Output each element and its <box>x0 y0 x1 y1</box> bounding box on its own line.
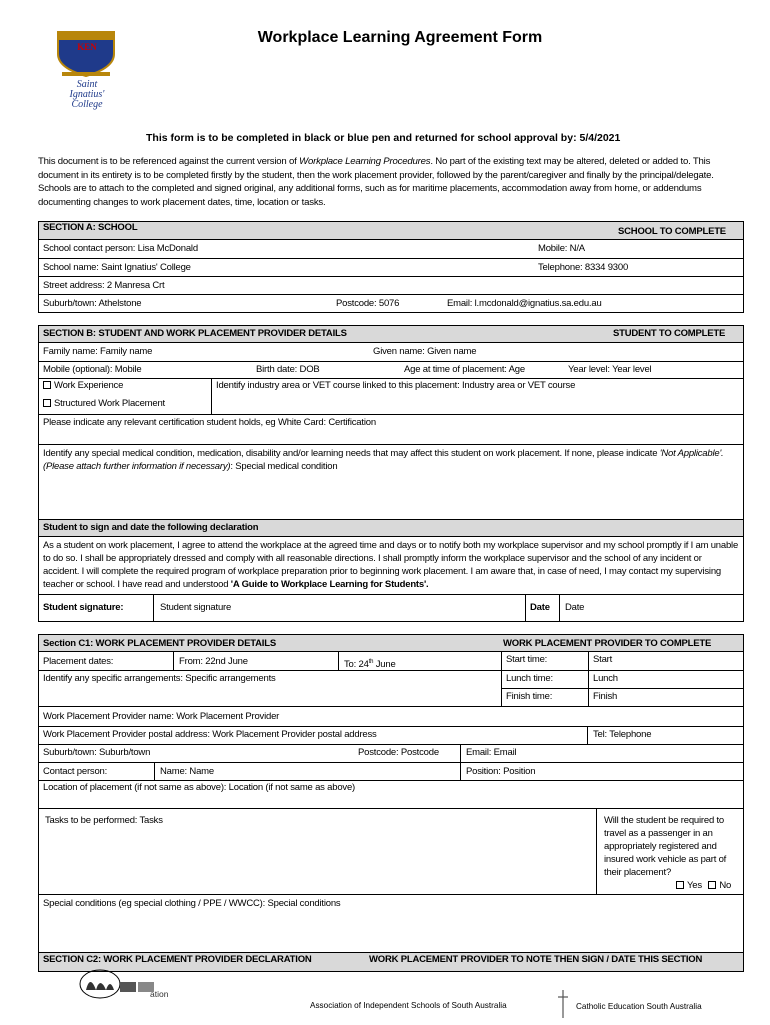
finish-time-field[interactable]: Finish <box>593 691 618 702</box>
divider <box>38 258 744 259</box>
checkbox-icon[interactable] <box>43 399 51 407</box>
placement-to-month: June <box>373 659 396 671</box>
divider <box>154 762 155 780</box>
school-telephone[interactable]: Telephone: 8334 9300 <box>538 262 629 273</box>
school-logo <box>50 28 124 114</box>
footer-right-text: Catholic Education South Australia <box>576 1002 702 1011</box>
checkbox-icon[interactable] <box>43 381 51 389</box>
student-signature-field[interactable]: Student signature <box>160 602 232 613</box>
provider-postcode-field[interactable]: Postcode: Postcode <box>358 747 439 758</box>
lunch-time-label: Lunch time: <box>506 673 553 684</box>
divider <box>38 361 744 362</box>
medical-condition-field[interactable] <box>43 448 739 473</box>
student-date-field[interactable]: Date <box>565 602 585 613</box>
lunch-time-field[interactable]: Lunch <box>593 673 618 684</box>
divider <box>38 726 744 727</box>
divider <box>525 594 526 622</box>
placement-to-text: To: 24 <box>344 659 369 671</box>
mobile-field[interactable]: Mobile (optional): Mobile <box>43 364 142 375</box>
section-c1-title: Section C1: WORK PLACEMENT PROVIDER DETAILS <box>43 638 276 649</box>
provider-name-field[interactable]: Work Placement Provider name: Work Placement Provider <box>43 711 280 722</box>
provider-email-field[interactable]: Email: Email <box>466 747 517 758</box>
medical-text-italic: 'Not Applicable'. (Please attach further information if necessary) <box>43 448 724 472</box>
start-time-field[interactable]: Start <box>593 654 613 665</box>
divider <box>501 652 502 706</box>
start-time-label: Start time: <box>506 654 548 665</box>
student-signature-label: Student signature: <box>43 602 124 613</box>
intro-text-b: . No part of the existing text may be altered, deleted or added to. This document in its entirety is to be completed firstly by the student, then the work placement provider, followed by the parent/caregiver and finally by the principal/delegate. Schools are to attach to the completed and signed original, any additional forms, such as for maritime placements, accommodation away from home, or addendums documenting changes to work placement dates, time, location or tasks. <box>38 156 714 208</box>
section-b-title: SECTION B: STUDENT AND WORK PLACEMENT PROVIDER DETAILS <box>43 328 347 339</box>
yes-checkbox[interactable] <box>676 881 684 889</box>
school-mobile[interactable]: Mobile: N/A <box>538 243 585 254</box>
divider <box>38 444 744 445</box>
declaration-text <box>43 539 739 591</box>
divider <box>38 894 744 895</box>
school-contact-person[interactable]: School contact person: Lisa McDonald <box>43 243 198 254</box>
industry-field[interactable]: Identify industry area or VET course linked to this placement: Industry area or VET course <box>216 380 576 391</box>
section-a-title: SECTION A: SCHOOL <box>43 222 138 233</box>
divider <box>38 414 744 415</box>
intro-paragraph <box>38 155 738 209</box>
provider-suburb-field[interactable]: Suburb/town: Suburb/town <box>43 747 151 758</box>
logo-text-2: Ignatius' <box>69 89 105 100</box>
certification-field[interactable]: Please indicate any relevant certification student holds, eg White Card: Certification <box>43 417 376 428</box>
divider <box>38 762 744 763</box>
placement-to-field[interactable] <box>344 656 396 671</box>
section-a-tag: SCHOOL TO COMPLETE <box>618 226 726 237</box>
placement-from-field[interactable]: From: 22nd June <box>179 656 248 667</box>
divider <box>153 594 154 622</box>
placement-dates-label: Placement dates: <box>43 656 114 667</box>
divider <box>211 378 212 414</box>
contact-position-field[interactable]: Position: Position <box>466 766 536 777</box>
section-c2-tag: WORK PLACEMENT PROVIDER TO NOTE THEN SIGN / DATE THIS SECTION <box>369 954 703 965</box>
divider <box>38 670 501 671</box>
placement-to-suffix: th <box>368 659 374 665</box>
divider <box>38 594 744 595</box>
finish-time-label: Finish time: <box>506 691 553 702</box>
contact-name-field[interactable]: Name: Name <box>160 766 214 777</box>
yes-label: Yes <box>687 880 702 891</box>
structured-placement-label: Structured Work Placement <box>54 398 165 409</box>
structured-placement-checkbox[interactable] <box>43 398 165 410</box>
no-checkbox[interactable] <box>708 881 716 889</box>
divider <box>559 594 560 622</box>
logo-motto: KEN <box>77 42 97 52</box>
divider <box>38 378 744 379</box>
work-experience-checkbox[interactable] <box>43 380 123 392</box>
divider <box>501 688 744 689</box>
section-b-tag: STUDENT TO COMPLETE <box>613 328 726 339</box>
vehicle-answer <box>676 880 731 892</box>
divider <box>38 294 744 295</box>
intro-text-a: This document is to be referenced against the current version of <box>38 156 300 167</box>
divider <box>38 706 744 707</box>
divider <box>173 652 174 670</box>
given-name-field[interactable]: Given name: Given name <box>373 346 477 357</box>
divider <box>38 744 744 745</box>
birth-date-field[interactable]: Birth date: DOB <box>256 364 320 375</box>
placement-location-field[interactable]: Location of placement (if not same as above): Location (if not same as above) <box>43 782 356 793</box>
special-conditions-field[interactable]: Special conditions (eg special clothing / PPE / WWCC): Special conditions <box>43 898 341 909</box>
divider <box>460 744 461 780</box>
tasks-field[interactable]: Tasks to be performed: Tasks <box>45 815 163 826</box>
footer-cross-icon <box>556 988 570 1020</box>
school-postcode[interactable]: Postcode: 5076 <box>336 298 400 309</box>
family-name-field[interactable]: Family name: Family name <box>43 346 153 357</box>
declaration-title: Student to sign and date the following declaration <box>43 522 259 533</box>
school-street[interactable]: Street address: 2 Manresa Crt <box>43 280 165 291</box>
no-label: No <box>719 880 732 891</box>
work-experience-label: Work Experience <box>54 380 124 391</box>
section-c2-title: SECTION C2: WORK PLACEMENT PROVIDER DECLARATION <box>43 954 312 965</box>
vehicle-question: Will the student be required to travel as a passenger in an appropriately registered and insured work vehicle as part of their placement? <box>604 815 727 878</box>
year-level-field[interactable]: Year level: Year level <box>568 364 652 375</box>
divider <box>588 652 589 706</box>
page-title: Workplace Learning Agreement Form <box>257 29 543 46</box>
provider-postal-field[interactable]: Work Placement Provider postal address: Work Placement Provider postal address <box>43 729 377 740</box>
provider-tel-field[interactable]: Tel: Telephone <box>593 729 652 740</box>
divider <box>38 780 744 781</box>
contact-person-label: Contact person: <box>43 766 108 777</box>
divider <box>596 808 597 894</box>
date-label: Date <box>530 602 550 613</box>
intro-text-italic: Workplace Learning Procedures <box>299 156 431 167</box>
instruction-text: This form is to be completed in black or blue pen and returned for school approval by: 5/4/2021 <box>146 132 621 144</box>
logo-text-3: College <box>71 99 103 110</box>
school-name[interactable]: School name: Saint Ignatius' College <box>43 262 191 273</box>
divider <box>587 726 588 744</box>
school-email[interactable]: Email: l.mcdonald@ignatius.sa.edu.au <box>447 298 602 309</box>
logo-text-1: Saint <box>76 79 98 90</box>
footer-center-text: Association of Independent Schools of South Australia <box>310 1001 507 1010</box>
divider <box>501 670 744 671</box>
divider <box>38 808 744 809</box>
divider <box>38 276 744 277</box>
footer-left-text: ation <box>150 989 169 999</box>
medical-text-a: Identify any special medical condition, medication, disability and/or learning needs that may affect this student on work placement. If none, please indicate <box>43 448 660 459</box>
declaration-body: As a student on work placement, I agree to attend the workplace at the agreed time and days or to notify both my workplace supervisor and my school promptly if I am unable to do so. I shall be appropriately dressed and comply with all reasonable directions. I shall promptly inform the workplace supervisor and the school of any incident or accident. I will complete the required program of workplace preparation prior to beginning work placement. I am aware that, in case of need, I may contact my supervising teacher or school. I have read and understood <box>43 540 739 590</box>
medical-text-b: : Special medical condition <box>230 460 338 472</box>
age-field[interactable]: Age at time of placement: Age <box>404 364 525 375</box>
divider <box>338 652 339 670</box>
declaration-guide-title: 'A Guide to Workplace Learning for Students'. <box>230 579 429 590</box>
school-suburb[interactable]: Suburb/town: Athelstone <box>43 298 142 309</box>
section-c1-tag: WORK PLACEMENT PROVIDER TO COMPLETE <box>503 638 712 649</box>
specific-arrangements-field[interactable]: Identify any specific arrangements: Specific arrangements <box>43 673 276 684</box>
